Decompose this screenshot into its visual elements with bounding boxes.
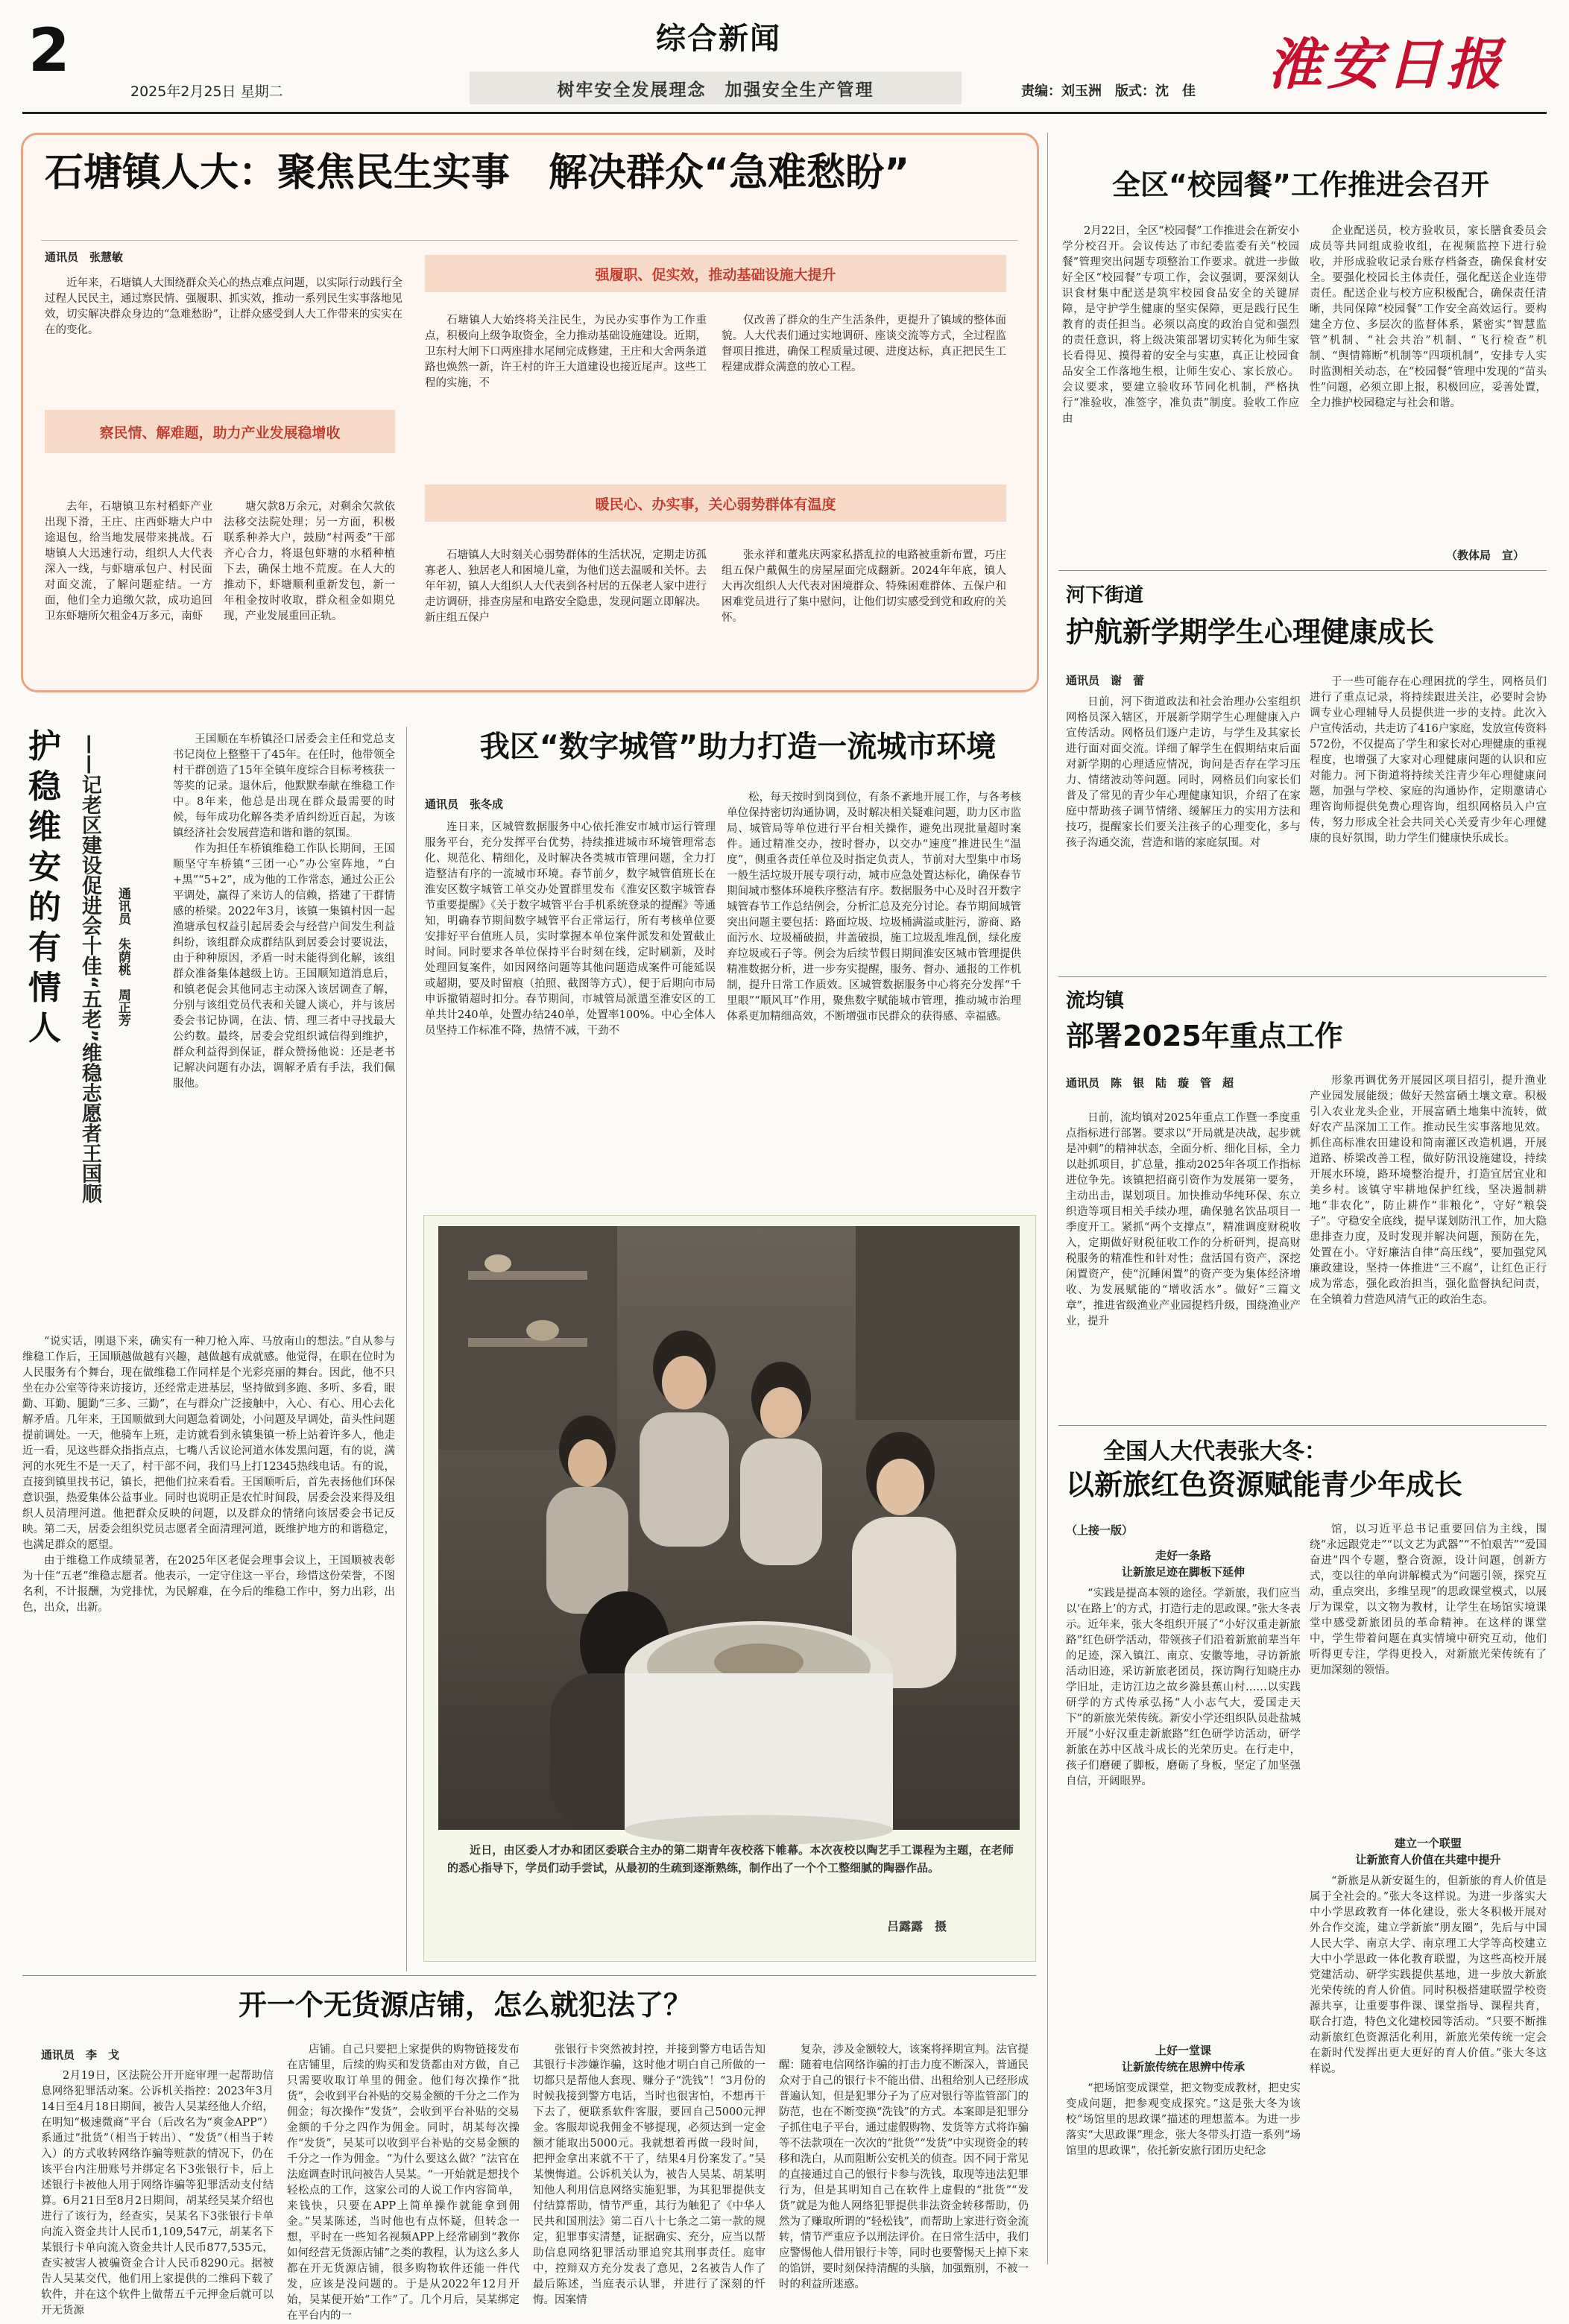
vhead-char: 的 (28, 888, 61, 926)
headline-hexia: 护航新学期学生心理健康成长 (1066, 616, 1435, 648)
headline-digital-city: 我区“数字城管”助力打造一流城市环境 (479, 730, 997, 764)
byline-shitang: 通讯员 张慧敏 (45, 250, 124, 264)
wangguoshun-p4: 由于维稳工作成绩显著，在2025年区老促会理事会议上，王国顺被表彰为十佳“五老”维稳志愿者。他表示，一定守住这一平台，珍惜这份荣誉，不图名利，不计报酬，为党排忧，为民解难，在今后的维稳工作中，努力出彩，出色，出众，出新。 (22, 1555, 395, 1614)
store-col4: 复杂，涉及金额较大，该案将择期宣判。法官提醒：随着电信网络诈骗的打击力度不断深入，普通民众对于自己的银行卡不能出借、出租给别人已经形成普遍认知，但是犯罪分子为了应对银行等监管部门的防范，也在不断变换“洗钱”的方式。本案即是犯罪分子抓住电子平台，通过虚假购物、发货等方式将诈骗等不法款项在一次次的“批货”“发货”中实现资金的转移和洗白，从而阻断公安机关的侦查。因不同于常见的直接通过自己的银行卡参与洗钱，取现等违法犯罪行为，但是其明知自己在软件上虚假的“批货”“发货”就是为他人网络犯罪提供非法资金转移帮助，仍然为了赚取所谓的“轻松钱”，而帮助上家进行资金流转，情节严重应予以刑法评价。在日常生活中，我们应警惕他人借用银行卡等，同时也要警惕天上掉下来的馅饼，要时刻保持清醒的头脑，加强甄别，不被一时的利益所迷惑。 (779, 2044, 1029, 2290)
byline-hexia: 通讯员 谢 蕾 (1066, 674, 1145, 687)
kicker-zhangdadong: 全国人大代表张大冬： (1103, 1439, 1327, 1465)
store-col1: 2月19日，区法院公开开庭审理一起帮助信息网络犯罪活动案。公诉机关指控：2023年3月14日至4月18日期间，被告人吴某经他人介绍，在明知“极速微商”平台（后改名为“爽金APP”）系通过“批货”（相当于转出）、“发货”（相当于转入）的方式收转网络诈骗等赃款的情况下，仍在该平台内注册账号并绑定名下3张银行卡，后上述银行卡被他人用于网络诈骗等犯罪活动支付结算。6月21日至8月2日期间，胡某经吴某介绍也进行了该行为，经查实，吴某名下3张银行卡单向流入资金共计人民币1,109,547元，胡某名下某银行卡单向流入资金共计人民币877,535元，查实被害人被骗资金合计人民币8290元。据被告人吴某交代，他们用上家提供的二维码下载了软件，并在这个软件上做帮五千元押金后就可以开无货源 (41, 2070, 274, 2317)
vertical-subtitle-wangguoshun: ——记老区建设促进会十佳“五老”维稳志愿者王国顺 (78, 734, 101, 1204)
editor-credits: 责编：刘玉洲 版式：沈 佳 (1021, 83, 1196, 99)
vhead-char: 情 (28, 969, 61, 1007)
vhead-char: 维 (28, 808, 61, 846)
newspaper-logo: 淮安日报 (1267, 33, 1506, 97)
subhead-shitang-3: 暖民心、办实事，关心弱势群体有温度 (425, 484, 1006, 522)
subhead-shitang-1: 察民情、解难题，助力产业发展稳增收 (45, 410, 395, 453)
vertical-headline-wangguoshun (22, 727, 67, 1049)
divider-left-center (406, 727, 407, 1971)
wangguoshun-p2: 作为担任车桥镇维稳工作队长期间，王国顺坚守车桥镇“三团一心”办公室阵地，“白+黑”“5+2”，成为他的工作常态，通过公正公平调处，赢得了来访人的信赖，搭建了干群情感的桥梁。2022年3月，该镇一集镇村因一起渔塘承包权益引起居委会与经营户间发生利益纠纷，该组群众成群结队到居委会讨要说法，由于种种原因，矛盾一时未能得到化解，该组群众准备集体越级上访。王国顺知道消息后，和镇老促会其他同志主动深入该居调查了解，分别与该组党员代表和关键人谈心，并与该居委会书记协调，在法、情、理三者中寻找最大公约数。最终，居委会党组织诚信得到维护，群众利益得到保证，群众赞扬他说：还是老书记解决问题有办法，调解矛盾有手法，我们佩服他。 (173, 843, 395, 1090)
lead-continued: （上接一版） (1066, 1523, 1134, 1537)
shitang-sub3-col2: 张永祥和董兆庆两家私搭乱拉的电路被重新布置，巧庄组五保户戴佩生的房屋屋面完成翻新。2024年年底，镇人大再次组织人大代表对困境群众、特殊困难群体、五保户和困难党员进行了集中慰问，让他们切实感受到党和政府的关怀。 (722, 549, 1006, 624)
rule-after-hexia (1058, 976, 1547, 977)
headline-school-meals: 全区“校园餐”工作推进会召开 (1112, 168, 1489, 201)
shitang-sub1-col1: 去年，石塘镇卫东村稻虾产业出现下滑，王庄、庄西虾塘大户中途退包，给当地发展带来挑战。石塘镇人大迅速行动，组织人大代表深入一线，与虾塘承包户、村民面对面交流，了解问题症结。一方面，他们全力追缴欠款，成功追回卫东虾塘所欠租金4万多元，南虾 (45, 501, 212, 622)
rule-after-liujun (1058, 1425, 1547, 1426)
issue-date: 2025年2月25日 星期二 (130, 83, 283, 100)
vhead-char: 护 (28, 727, 61, 765)
vhead-char: 有 (28, 929, 61, 967)
intro-shitang: 近年来，石塘镇人大围绕群众关心的热点难点问题，以实际行动践行全过程人民民主，通过察民情、强履职、抓实效，推动一系列民生实事落地见效，切实解决群众身边的“急难愁盼”，让群众感受到人大工作带来的实实在在的变化。 (45, 277, 402, 336)
shitang-sub2-col2: 仅改善了群众的生产生活条件，更提升了镇域的整体面貌。人大代表们通过实地调研、座谈交流等方式，全过程监督项目推进，确保工程质量过硬、进度达标，真正把民生工程建成群众满意的放心工程。 (722, 315, 1006, 373)
headline-zhangdadong: 以新旅红色资源赋能青少年成长 (1066, 1468, 1463, 1501)
headline-no-source-store: 开一个无货源店铺，怎么就犯法了？ (239, 1989, 692, 2021)
divider-right-column (1047, 133, 1048, 2264)
store-col2: 店铺。自己只要把上家提供的购物链接发布在店铺里，后续的购买和发货都由对方做，自己只需要收取订单里的佣金。他们每次操作“批货”，会收到平台补贴的交易金额的千分之二作为佣金；每次操作“发货”，会收到平台补贴的交易金额的千分之四作为佣金。同时，胡某每次操作“发货”，吴某可以收到平台补贴的交易金额的千分之一作为佣金。“为什么要这么做？”法官在法庭调查时讯问被告人吴某。“一开始就是想找个轻松点的工作，这家公司的人说工作内容简单，来钱快，只要在APP上简单操作就能拿到佣金。”吴某陈述，当时他也有点怀疑，但转念一想，平时在一些知名视频APP上经常刷到“教你如何经营无货源店铺”之类的教程，认为这么多人都在开无货源店铺，很多购物软件还能一件代发，应该是没问题的。于是从2022年12月开始，吴某便开始“工作”了。几个月后，吴某绑定在平台内的一 (287, 2044, 520, 2322)
vhead-char: 稳 (28, 768, 61, 806)
photo-credit-pottery: 吕露露 摄 (887, 1919, 947, 1933)
hexia-col2: 于一些可能存在心理困扰的学生，网格员们进行了重点记录，将持续跟进关注，必要时会协调专业心理辅导人员提供进一步的支持。此次入户宣传活动，共走访了416户家庭，发放宣传资料572份，不仅提高了学生和家长对心理健康的重视程度，也增强了大家对心理健康问题的认识和应对能力。河下街道将持续关注青少年心理健康问题，加强与学校、家庭的沟通协作，定期邀请心理咨询师提供免费心理咨询，组织网格员入户宣传，努力形成全社会共同关心关爱青少年心理健康的良好氛围，助力学生们健康快乐成长。 (1310, 676, 1547, 844)
wangguoshun-col-right (173, 732, 395, 1328)
wangguoshun-p1: 王国顺在车桥镇泾口居委会主任和党总支书记岗位上整整干了45年。在任时，他带领全村干群创造了15年全镇年度综合目标考核获一等奖的记录。退休后，他默默奉献在维稳工作中。8年来，他总是出现在群众最需要的时候，每年成功化解各类矛盾纠纷近百起，为该镇经济社会发展营造和谐和谐的氛围。 (173, 733, 395, 839)
wangguoshun-p3: “说实话，刚退下来，确实有一种刀枪入库、马放南山的想法。”自从参与维稳工作后，王国顺越做越有兴趣，越做越有成就感。他觉得，在职在位时为人民服务有个舞台，现在做维稳工作同样是个光彩亮丽的舞台。因此，他不只坐在办公室等待来访接访，还经常走进基层，坚持做到多跑、多听、多看，眼勤、耳勤、腿勤“三多、三勤”，在与群众广泛接触中，入心、有心、用心去化解矛盾。几年来，王国顺做到大问题急着调处，小问题及早调处，苗头性问题提前调处。一天，他骑车上班，走访就看到永镇集镇一桥上站着许多人，他走近一看，见这些群众指指点点，七嘴八舌议论河道水体发黑问题，有的说，满河的水死生不是一天了，村干部不问，我们马上打12345热线电话。有的说，直接到镇里找书记，镇长，把他们拉来看看。王国顺听后，首先表扬他们环保意识强，热爱集体公益事业。同时也说明正是农忙时间段，居委会没来得及组织人员清理河道。他把群众反映的问题，以及群众的情绪向该居委会书记反映。第二天，居委会组织党员志愿者全面清理河道，既维护地方的和谐稳定，也满足群众的愿望。 (22, 1336, 395, 1551)
kicker-hexia: 河下街道 (1066, 584, 1144, 607)
masthead-rule (22, 112, 1547, 114)
subhead-zhang-1: 走好一条路 让新旅足迹在脚板下延伸 (1121, 1549, 1245, 1579)
zhang-sub2-text: “把场馆变成课堂，把文物变成教材，把史实变成问题，把参观变成探究。”这是张大冬为该校“场馆里的思政课”描述的理想蓝本。为进一步落实“大思政课”理念，张大冬带头打造一系列“场馆里的思政课”，依托新安旅行团历史纪念 (1066, 2083, 1301, 2157)
headline-liujun: 部署2025年重点工作 (1066, 1020, 1343, 1052)
vhead-char: 人 (28, 1009, 61, 1047)
subhead-zhang-2: 上好一堂课 让新旅传统在思辨中传承 (1121, 2044, 1245, 2074)
rule-shitang (41, 240, 1017, 241)
shitang-sub3-col1: 石塘镇人大时刻关心弱势群体的生活状况，定期走访孤寡老人、独居老人和困境儿童，为他们送去温暖和关怀。去年年初，镇人大组织人大代表到各村居的五保老人家中进行走访调研，排查房屋和电路安全隐患，发现问题立即解决。新庄组五保户 (425, 549, 707, 624)
digital-city-col1: 连日来，区城管数据服务中心依托淮安市城市运行管理服务平台，充分发挥平台优势，持续推进城市环境管理常态化、规范化、精细化，及时解决各类城市管理问题，全力打造整洁有序的一流城市环境。春节前夕，数字城管值班长在淮安区数字城管工单交办处置群里发布《淮安区数字城管春节重要提醒》《关于数字城管平台手机系统登录的提醒》等通知，明确春节期间数字城管平台正常运行，所有考核单位要安排好平台值班人员，实时掌握本单位案件派发和处置截止时间。同时要求各单位保持平台时刻在线，定时刷新，及时处理回复案件，如因网络问题等其他问题造成案件可能延误或超期，要及时留痕（拍照、截图等方式），便于后期向市局申诉撤销超时扣分。春节期间，市城管局派遣至淮安区的工单共计240单，处置办结240单，处置率100%。中心全体人员坚持工作标准不降，热情不减，干劲不 (425, 821, 716, 1037)
slogan-banner (470, 72, 962, 104)
rule-after-meals (1058, 570, 1547, 571)
digital-city-col2: 松，每天按时到岗到位，有条不紊地开展工作，与各考核单位保持密切沟通协调，及时解决相关疑难问题，助力区市监局、城管局等单位进行平台相关操作，避免出现批量超时案件。通过精准交办，按时督办，以交办“速度”推进民生“温度”，侧重各责任单位及时指定负责人，节前对大型集中市场一般生活垃圾开展专项行动，城市应急处置达标化，确保春节期间城市整体环境秩序整洁有序。数据服务中心及时召开数字城管春节工作总结例会，分析汇总及充分讨论。春节期间城管突出问题主要包括：路面垃圾、垃圾桶满溢或脏污，游商、路面污水、垃圾桶破损，井盖破损，施工垃圾乱堆乱倒，绿化废弃垃圾或石子等。例会为后续节假日期间淮安区城市管理提供精准数据分析，进一步夯实提醒，服务、督办、通报的工作机制，提升日常工作质效。区城管数据服务中心将充分发挥“千里眼”“顺风耳”作用，聚焦数字赋能城市管理，推动城市治理体系更加精细高效，不断增强市民群众的获得感、幸福感。 (727, 792, 1021, 1023)
byline-no-source-store: 通讯员 李 戈 (41, 2048, 120, 2062)
school-meals-col1: 2月22日，全区“校园餐”工作推进会在新安小学分校召开。会议传达了市纪委监委有关“校园餐”管理突出问题专项整治工作要求。就进一步做好全区“校园餐”专项工作，会议强调，要深刻认识食材集中配送是筑牢校园食品安全的关键屏障，是守护学生健康的坚实保障，更是践行民生教育的责任担当。必须以高度的政治自觉和强烈的责任意识，将上级决策部署切实转化为师生家长看得见、摸得着的安全与实惠，真正让校园食品安全工作落地生根，让师生安心、家长放心。会议要求，要建立验收环节同化机制，严格执行“准验收，准签字，准负责”制度。验收工作应由 (1062, 225, 1300, 425)
subhead-zhang-3: 建立一个联盟 让新旅育人价值在共建中提升 (1355, 1837, 1501, 1866)
shitang-sub1-col2: 塘欠款8万余元，对剩余欠款依法移交法院处理；另一方面，积极联系种养大户，鼓励“村两委”干部齐心合力，将退包虾塘的水稻种植下去，确保土地不荒废。在人大的推动下，虾塘顺利重新发包，新一年租金按时收取，群众租金如期兑现，产业发展重回正轨。 (224, 501, 395, 622)
byline-digital-city: 通讯员 张冬成 (425, 798, 504, 811)
liujun-col1: 日前，流均镇对2025年重点工作暨一季度重点指标进行部署。要求以“开局就是决战，起步就是冲刺”的精神状态，全面分析、细化目标，全力以赴抓项目，扩总量，推动2025年各项工作指标进位争先。该镇把招商引资作为发展第一要务，主动出击，谋划项目。加快推动华纯环保、东立织造等项目相关手续办理，确保驰名饮品项目一季度开工。紧抓“两个支撑点”，精准调度财税收入，定期做好财税征收工作的分析研判，提高财税服务的精准性和针对性；盘活国有资产，深挖闲置资产，使“沉睡闲置”的资产变为集体经济增收、为发展赋能的“增收活水”。做好“三篇文章”，推进省级渔业产业园提档升级，围绕渔业产业，提升 (1066, 1112, 1301, 1327)
vhead-char: 安 (28, 848, 61, 886)
hexia-col1: 日前，河下街道政法和社会治理办公室组织网格员深入辖区，开展新学期学生心理健康入户宣传活动。网格员们逐户走访，与学生及其家长进行面对面交流。详细了解学生在假期结束后面对新学期的心理适应情况，询问是否存在学习压力、情绪波动等问题。同时，网格员们向家长们普及了常见的青少年心理健康知识，介绍了在家庭中帮助孩子调节情绪、缓解压力的实用方法和技巧，提醒家长们要关注孩子的心理变化，多与孩子沟通交流，营造和谐的家庭氛围。对 (1066, 696, 1301, 849)
zhang-col2-top: 馆，以习近平总书记重要回信为主线，围绕“永远跟党走”“以文艺为武器”“不怕艰苦”“爱国奋进”四个专题，整合资源，设计问题，创新方式，变以往的单向讲解模式为“问题引领，探究互动，重点突出，多维呈现”的思政课堂模式，以展厅为课堂，以文物为教材，让学生在场馆实境课堂中感受新旅团员的革命精神。在这样的课堂中，学生带着问题在真实情境中研究互动，他们听得更专注，学得更投入，对新旅光荣传统有了更加深刻的领悟。 (1310, 1523, 1547, 1676)
headline-shitang: 石塘镇人大：聚焦民生实事 解决群众“急难愁盼” (45, 151, 910, 195)
subhead-shitang-2: 强履职、促实效，推动基础设施大提升 (425, 255, 1006, 292)
vertical-byline-wangguoshun: 通讯员 朱荫桃 周正芳 (116, 887, 130, 1026)
school-meals-col2: 企业配送员，校方验收员，家长膳食委员会成员等共同组成验收组，在视频监控下进行验收，并形成验收记录台账存档备查，确保食材安全。要强化校园长主体责任，强化配送企业连带责任。配送企业与校方应积极配合，确保责任清晰，共同保障“校园餐”工作安全高效运行。要构建全方位、多层次的监督体系，紧密实“智慧监管”机制、“社会共治”机制、“飞行检查”机制、“舆情筛断”机制等“四项机制”，安排专人实时监测相关动态，在“校园餐”管理中发现的“苗头性”问题，必须立即上报，积极回应，妥善处置，全力推护校园稳定与社会和谐。 (1310, 225, 1547, 409)
slogan-text: 树牢安全发展理念 加强安全生产管理 (557, 80, 874, 100)
kicker-liujun: 流均镇 (1066, 990, 1125, 1012)
zhang-sub1-text: “实践是提高本领的途径。学新旅，我们应当以‘在路上’的方式，打造行走的思政课。”张大冬表示。近年来，张大冬组织开展了“小好汉重走新旅路”红色研学活动，带领孩子们沿着新旅前辈当年的足迹，深入镇江、南京、安徽等地，寻访新旅活动旧迹，采访新旅老团员，探访陶行知晓庄办学旧址，走访江边之故乡滁县蕉山村……以实践研学的方式传承弘扬“人小志气大，爱国走天下”的新旅光荣传统。新安小学还组织队员赴盐城开展“小好汉重走新旅路”红色研学访活动，研学新旅在苏中区战斗成长的光荣历史。在行走中，孩子们磨硬了脚板，磨砺了身板，坚定了加坚强自信，开阔眼界。 (1066, 1588, 1301, 1787)
byline-liujun: 通讯员 陈 银 陆 璇 管 超 (1066, 1076, 1234, 1090)
rule-above-store (22, 1975, 1036, 1976)
page-number: 2 (28, 16, 70, 85)
section-name: 综合新闻 (656, 22, 781, 56)
shitang-sub2-col1: 石塘镇人大始终将关注民生，为民办实事作为工作重点，积极向上级争取资金，全力推动基础设施建设。近期，卫东村大闸下口两座排水尾闸完成修建，王庄和大舍两条道路也焕然一新，许王村的许王大道建设也接近尾声。这些工程的实施，不 (425, 315, 707, 389)
pottery-class-photo (438, 1226, 1020, 1830)
photo-caption-pottery: 近日，由区委人才办和团区委联合主办的第二期青年夜校落下帷幕。本次夜校以陶艺手工课程为主题，在老师的悉心指导下，学员们动手尝试，从最初的生疏到逐渐熟练，制作出了一个个工整细腻的陶器作品。 (447, 1843, 1014, 1875)
school-meals-credit: （教体局 宣） (1446, 549, 1525, 562)
store-col3: 张银行卡突然被封控，并接到警方电话告知其银行卡涉嫌诈骗，这时他才明白自己所做的一切都只是帮他人套现、赚分子“洗钱”！“3月份的时候我接到警方电话，当时也很害怕，不想再干下去了，便联系软件客服，要回自己5000元押金。客服却说我佣金不够提现，必须达到一定金额才能取出5000元。我就想着再做一段时间，把押金拿出来就不干了，结果4月份案发了。”吴某懊悔道。公诉机关认为，被告人吴某、胡某明知他人利用信息网络实施犯罪，为其犯罪提供支付结算帮助，情节严重，其行为触犯了《中华人民共和国刑法》第二百八十七条之二第一款的规定，犯罪事实清楚，证据确实、充分，应当以帮助信息网络犯罪活动罪追究其刑事责任。庭审中，控辩双方充分发表了意见，2名被告人作了最后陈述，当庭表示认罪，并进行了深刻的忏悔。因案情 (533, 2044, 765, 2306)
wangguoshun-col-bottom (22, 1334, 395, 1968)
liujun-col2: 形象再调优务开展园区项目招引，提升渔业产业园发展能级；做好天然富硒土壤文章。积极引入农业龙头企业，开展富硒土地集中流转，做好农产品深加工工作。推动民生实事落地见效。抓住高标准农田建设和简南灌区改造机遇，开展道路、桥梁改善工程，做好防汛设施建设，持续开展水环境，路环境整治提升，打造宜居宜业和美乡村。该镇守牢耕地保护红线，坚决遏制耕地“非农化”，防止耕作“非粮化”，守好“粮袋子”。守稳安全底线，提早谋划防汛工作，加大隐患排查力度，及时发现并解决问题，预防在先，处置在小。守好廉洁自律“高压线”，要加强党风廉政建设，坚持一体推进“三不腐”，让红色正行成为常态，强化政治担当，强化监督执纪问责，在全镇着力营造风清气正的政治生态。 (1310, 1075, 1547, 1306)
zhang-sub3-text: “新旅是从新安诞生的，但新旅的育人价值是属于全社会的。”张大冬这样说。为进一步落实大中小学思政教育一体化建设，张大冬积极开展对外合作交流，建立学新旅“朋友圈”，先后与中国人民大学、南京大学、南京理工大学等高校建立大中小学思政一体化教育联盟，为这些高校开展党建活动、研学实践提供基地，进一步放大新旅光荣传统的育人价值。同时积极搭建联盟学校资源共享，让重要事件课、课堂指导、课程共育，联合打造，特色文化建校园等活动。“只要不断推动新旅红色资源活化利用，新旅光荣传统一定会在新时代发挥出更大更好的育人价值。”张大冬这样说。 (1310, 1875, 1547, 2075)
